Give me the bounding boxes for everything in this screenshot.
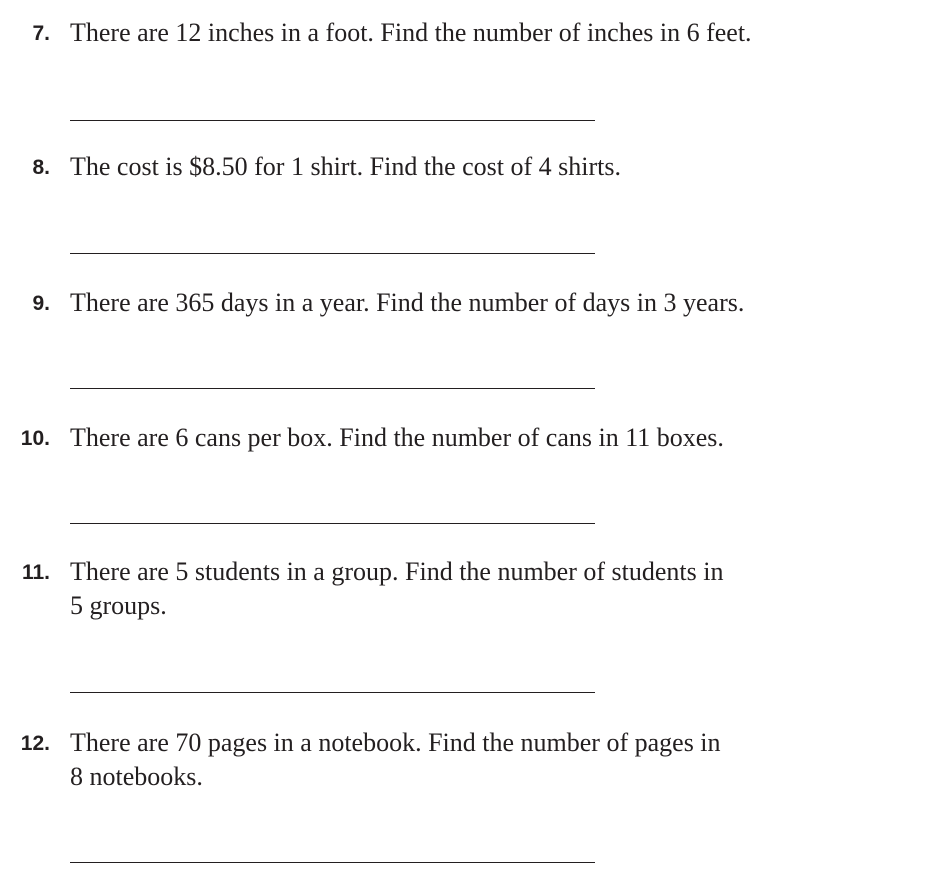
problem-text: There are 365 days in a year. Find the number of days in 3 years. — [70, 288, 745, 317]
problem-text: There are 70 pages in a notebook. Find the number of pages in 8 notebooks. — [70, 728, 721, 791]
problem-number: 7. — [32, 22, 50, 45]
problem-number: 11. — [21, 561, 50, 584]
problem-number: 10. — [20, 427, 50, 450]
answer-line-8[interactable] — [70, 253, 595, 254]
answer-line-10[interactable] — [70, 523, 595, 524]
problem-number: 12. — [20, 732, 50, 755]
answer-line-9[interactable] — [70, 388, 595, 389]
problem-number: 8. — [32, 156, 50, 179]
answer-line-7[interactable] — [70, 120, 595, 121]
answer-line-11[interactable] — [70, 692, 595, 693]
problem-text: The cost is $8.50 for 1 shirt. Find the cost of 4 shirts. — [70, 152, 622, 181]
problem-text: There are 12 inches in a foot. Find the number of inches in 6 feet. — [70, 18, 752, 47]
problem-number: 9. — [32, 292, 50, 315]
problem-text: There are 6 cans per box. Find the number of cans in 11 boxes. — [70, 423, 724, 452]
problem-text: There are 5 students in a group. Find the number of students in 5 groups. — [70, 557, 724, 620]
answer-line-12[interactable] — [70, 862, 595, 863]
